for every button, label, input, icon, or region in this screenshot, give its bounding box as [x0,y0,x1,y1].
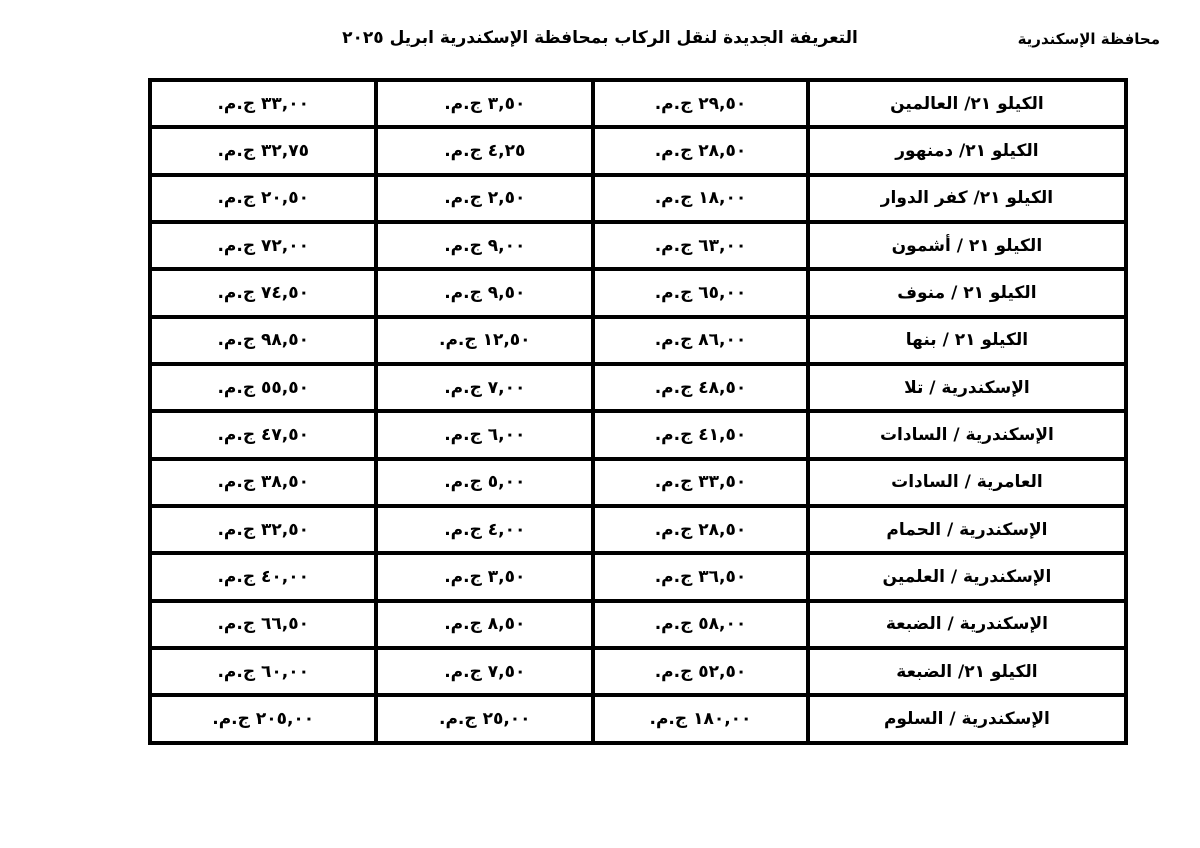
fare-supplement-cell: ٩,٥٠ ج.م. [376,269,593,316]
table-row [150,364,1126,411]
fare-supplement-cell: ٢٥,٠٠ ج.م. [376,695,593,743]
fare-supplement-cell: ٣,٥٠ ج.م. [376,80,593,127]
fare-base-cell: ٤٨,٥٠ ج.م. [593,364,808,411]
fare-base-cell: ٣٦,٥٠ ج.م. [593,553,808,600]
route-cell: الإسكندرية / تلا [808,364,1126,411]
table-row [150,459,1126,506]
route-cell: الكيلو ٢١ / بنها [808,317,1126,364]
fare-supplement-cell: ٧,٥٠ ج.م. [376,648,593,695]
table-row [150,127,1126,174]
tariff-table [148,78,1128,745]
fare-total-cell: ٤٧,٥٠ ج.م. [150,411,376,458]
table-row [150,553,1126,600]
fare-total-cell: ٣٢,٥٠ ج.م. [150,506,376,553]
fare-base-cell: ١٨,٠٠ ج.م. [593,175,808,222]
table-row [150,601,1126,648]
fare-supplement-cell: ٤,٢٥ ج.م. [376,127,593,174]
fare-base-cell: ٢٩,٥٠ ج.م. [593,80,808,127]
route-cell: الإسكندرية / السادات [808,411,1126,458]
route-cell: العامرية / السادات [808,459,1126,506]
fare-total-cell: ٢٠,٥٠ ج.م. [150,175,376,222]
fare-base-cell: ٨٦,٠٠ ج.م. [593,317,808,364]
fare-total-cell: ٩٨,٥٠ ج.م. [150,317,376,364]
fare-base-cell: ٤١,٥٠ ج.م. [593,411,808,458]
fare-total-cell: ٢٠٥,٠٠ ج.م. [150,695,376,743]
table-row [150,80,1126,127]
fare-supplement-cell: ٤,٠٠ ج.م. [376,506,593,553]
fare-base-cell: ٦٣,٠٠ ج.م. [593,222,808,269]
route-cell: الكيلو ٢١ / أشمون [808,222,1126,269]
table-row [150,269,1126,316]
fare-supplement-cell: ١٢,٥٠ ج.م. [376,317,593,364]
fare-total-cell: ٧٢,٠٠ ج.م. [150,222,376,269]
fare-base-cell: ٣٣,٥٠ ج.م. [593,459,808,506]
table-row [150,695,1126,743]
fare-base-cell: ٦٥,٠٠ ج.م. [593,269,808,316]
fare-supplement-cell: ٥,٠٠ ج.م. [376,459,593,506]
fare-base-cell: ٥٢,٥٠ ج.م. [593,648,808,695]
fare-base-cell: ١٨٠,٠٠ ج.م. [593,695,808,743]
document-title: التعريفة الجديدة لنقل الركاب بمحافظة الإسكندرية ابريل ٢٠٢٥ [342,28,858,48]
route-cell: الكيلو ٢١/ الضبعة [808,648,1126,695]
fare-total-cell: ٣٣,٠٠ ج.م. [150,80,376,127]
page-header [0,28,1200,56]
fare-total-cell: ٣٨,٥٠ ج.م. [150,459,376,506]
fare-total-cell: ٣٢,٧٥ ج.م. [150,127,376,174]
route-cell: الإسكندرية / السلوم [808,695,1126,743]
governorate-name: محافظة الإسكندرية [1017,30,1160,48]
route-cell: الكيلو ٢١/ كفر الدوار [808,175,1126,222]
route-cell: الإسكندرية / الضبعة [808,601,1126,648]
fare-supplement-cell: ٨,٥٠ ج.م. [376,601,593,648]
tariff-table-grid [148,78,1128,745]
fare-total-cell: ٧٤,٥٠ ج.م. [150,269,376,316]
fare-base-cell: ٥٨,٠٠ ج.م. [593,601,808,648]
fare-base-cell: ٢٨,٥٠ ج.م. [593,506,808,553]
fare-supplement-cell: ٢,٥٠ ج.م. [376,175,593,222]
table-row [150,648,1126,695]
route-cell: الإسكندرية / الحمام [808,506,1126,553]
table-row [150,175,1126,222]
table-row [150,506,1126,553]
fare-total-cell: ٦٠,٠٠ ج.م. [150,648,376,695]
fare-total-cell: ٥٥,٥٠ ج.م. [150,364,376,411]
route-cell: الكيلو ٢١/ دمنهور [808,127,1126,174]
fare-supplement-cell: ٩,٠٠ ج.م. [376,222,593,269]
fare-total-cell: ٤٠,٠٠ ج.م. [150,553,376,600]
route-cell: الكيلو ٢١/ العالمين [808,80,1126,127]
route-cell: الكيلو ٢١ / منوف [808,269,1126,316]
fare-base-cell: ٢٨,٥٠ ج.م. [593,127,808,174]
table-row [150,411,1126,458]
route-cell: الإسكندرية / العلمين [808,553,1126,600]
fare-total-cell: ٦٦,٥٠ ج.م. [150,601,376,648]
table-row [150,222,1126,269]
fare-supplement-cell: ٣,٥٠ ج.م. [376,553,593,600]
table-row [150,317,1126,364]
fare-supplement-cell: ٧,٠٠ ج.م. [376,364,593,411]
fare-supplement-cell: ٦,٠٠ ج.م. [376,411,593,458]
